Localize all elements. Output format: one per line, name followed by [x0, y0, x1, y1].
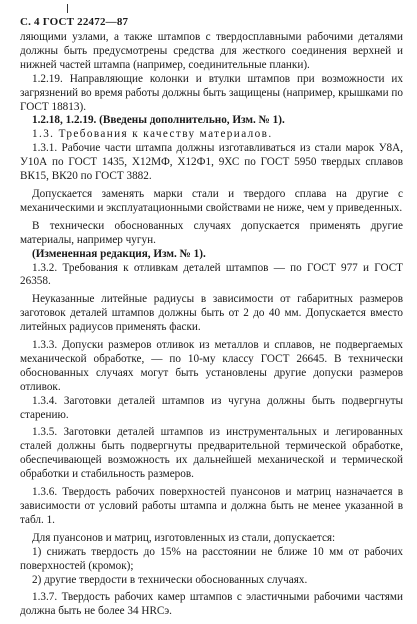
amendment-note: (Измененная редакция, Изм. № 1). [32, 247, 206, 260]
paragraph: 1.2.19. Направляющие колонки и втулки штампов при возможности их загрязнений во время работы должны быть защищены (например, крышками по ГОСТ 18813). [20, 72, 403, 113]
paragraph: 1.3.2. Требования к отливкам деталей штампов — по ГОСТ 977 и ГОСТ 26358. [20, 261, 403, 288]
paragraph: Допускается заменять марки стали и твердого сплава на другие с механическими и эксплуатационными свойствами не ниже, чем у приведенных. [20, 187, 403, 214]
paragraph: 1.3.6. Твердость рабочих поверхностей пуансонов и матриц назначается в зависимости от условий работы штампа и должна быть не менее указанной в табл. 1. [20, 486, 403, 526]
paragraph: Неуказанные литейные радиусы в зависимости от габаритных размеров заготовок деталей штампов должны быть от 2 до 40 мм. Допускается вместо литейных радиусов применять фаски. [20, 293, 403, 334]
document-body [20, 31, 403, 619]
margin-mark [67, 4, 68, 13]
paragraph: 1.3.5. Заготовки деталей штампов из инструментальных и легированных сталей должны быть подвергнуты предварительной термической обработке, обеспечивающей возможность их дальнейшей механической и термической обработки и стабильность размеров. [20, 426, 403, 481]
paragraph: В технически обоснованных случаях допускается применять другие материалы, например чугун. [20, 219, 403, 246]
paragraph: Для пуансонов и матриц, изготовленных из стали, допускается: [32, 531, 336, 544]
section-heading: 1.3. Требования к качеству материалов. [32, 128, 273, 141]
amendment-note: 1.2.18, 1.2.19. (Введены дополнительно, Изм. № 1). [32, 114, 285, 127]
page-header: С. 4 ГОСТ 22472—87 [20, 16, 129, 28]
list-item: 2) другие твердости в технически обоснованных случаях. [32, 573, 308, 586]
list-item: 1) снижать твердость до 15% на расстоянии не ближе 10 мм от рабочих поверхностей (кромок); [20, 545, 403, 572]
paragraph: 1.3.1. Рабочие части штампа должны изготавливаться из стали марок У8А, У10А по ГОСТ 1435, Х12МФ, Х12Ф1, 9ХС по ГОСТ 5950 твердых сплавов ВК15, ВК20 по ГОСТ 3882. [20, 142, 403, 183]
paragraph: 1.3.3. Допуски размеров отливок из металлов и сплавов, не подвергаемых механической обработке, — по 10-му классу ГОСТ 26645. В технически обоснованных случаях могут быть установлены другие допуски размеров отливок. [20, 339, 403, 393]
paragraph: 1.3.7. Твердость рабочих камер штампов с эластичными рабочими частями должна быть не более 34 HRCэ. [20, 591, 403, 618]
paragraph: 1.3.4. Заготовки деталей штампов из чугуна должны быть подвергнуты старению. [20, 394, 403, 421]
paragraph: ляющими узлами, а также штампов с твердосплавными рабочими деталями должны быть предусмотрены средства для жесткого соединения верхней и нижней частей штампа (например, соединительные планки). [20, 31, 403, 71]
